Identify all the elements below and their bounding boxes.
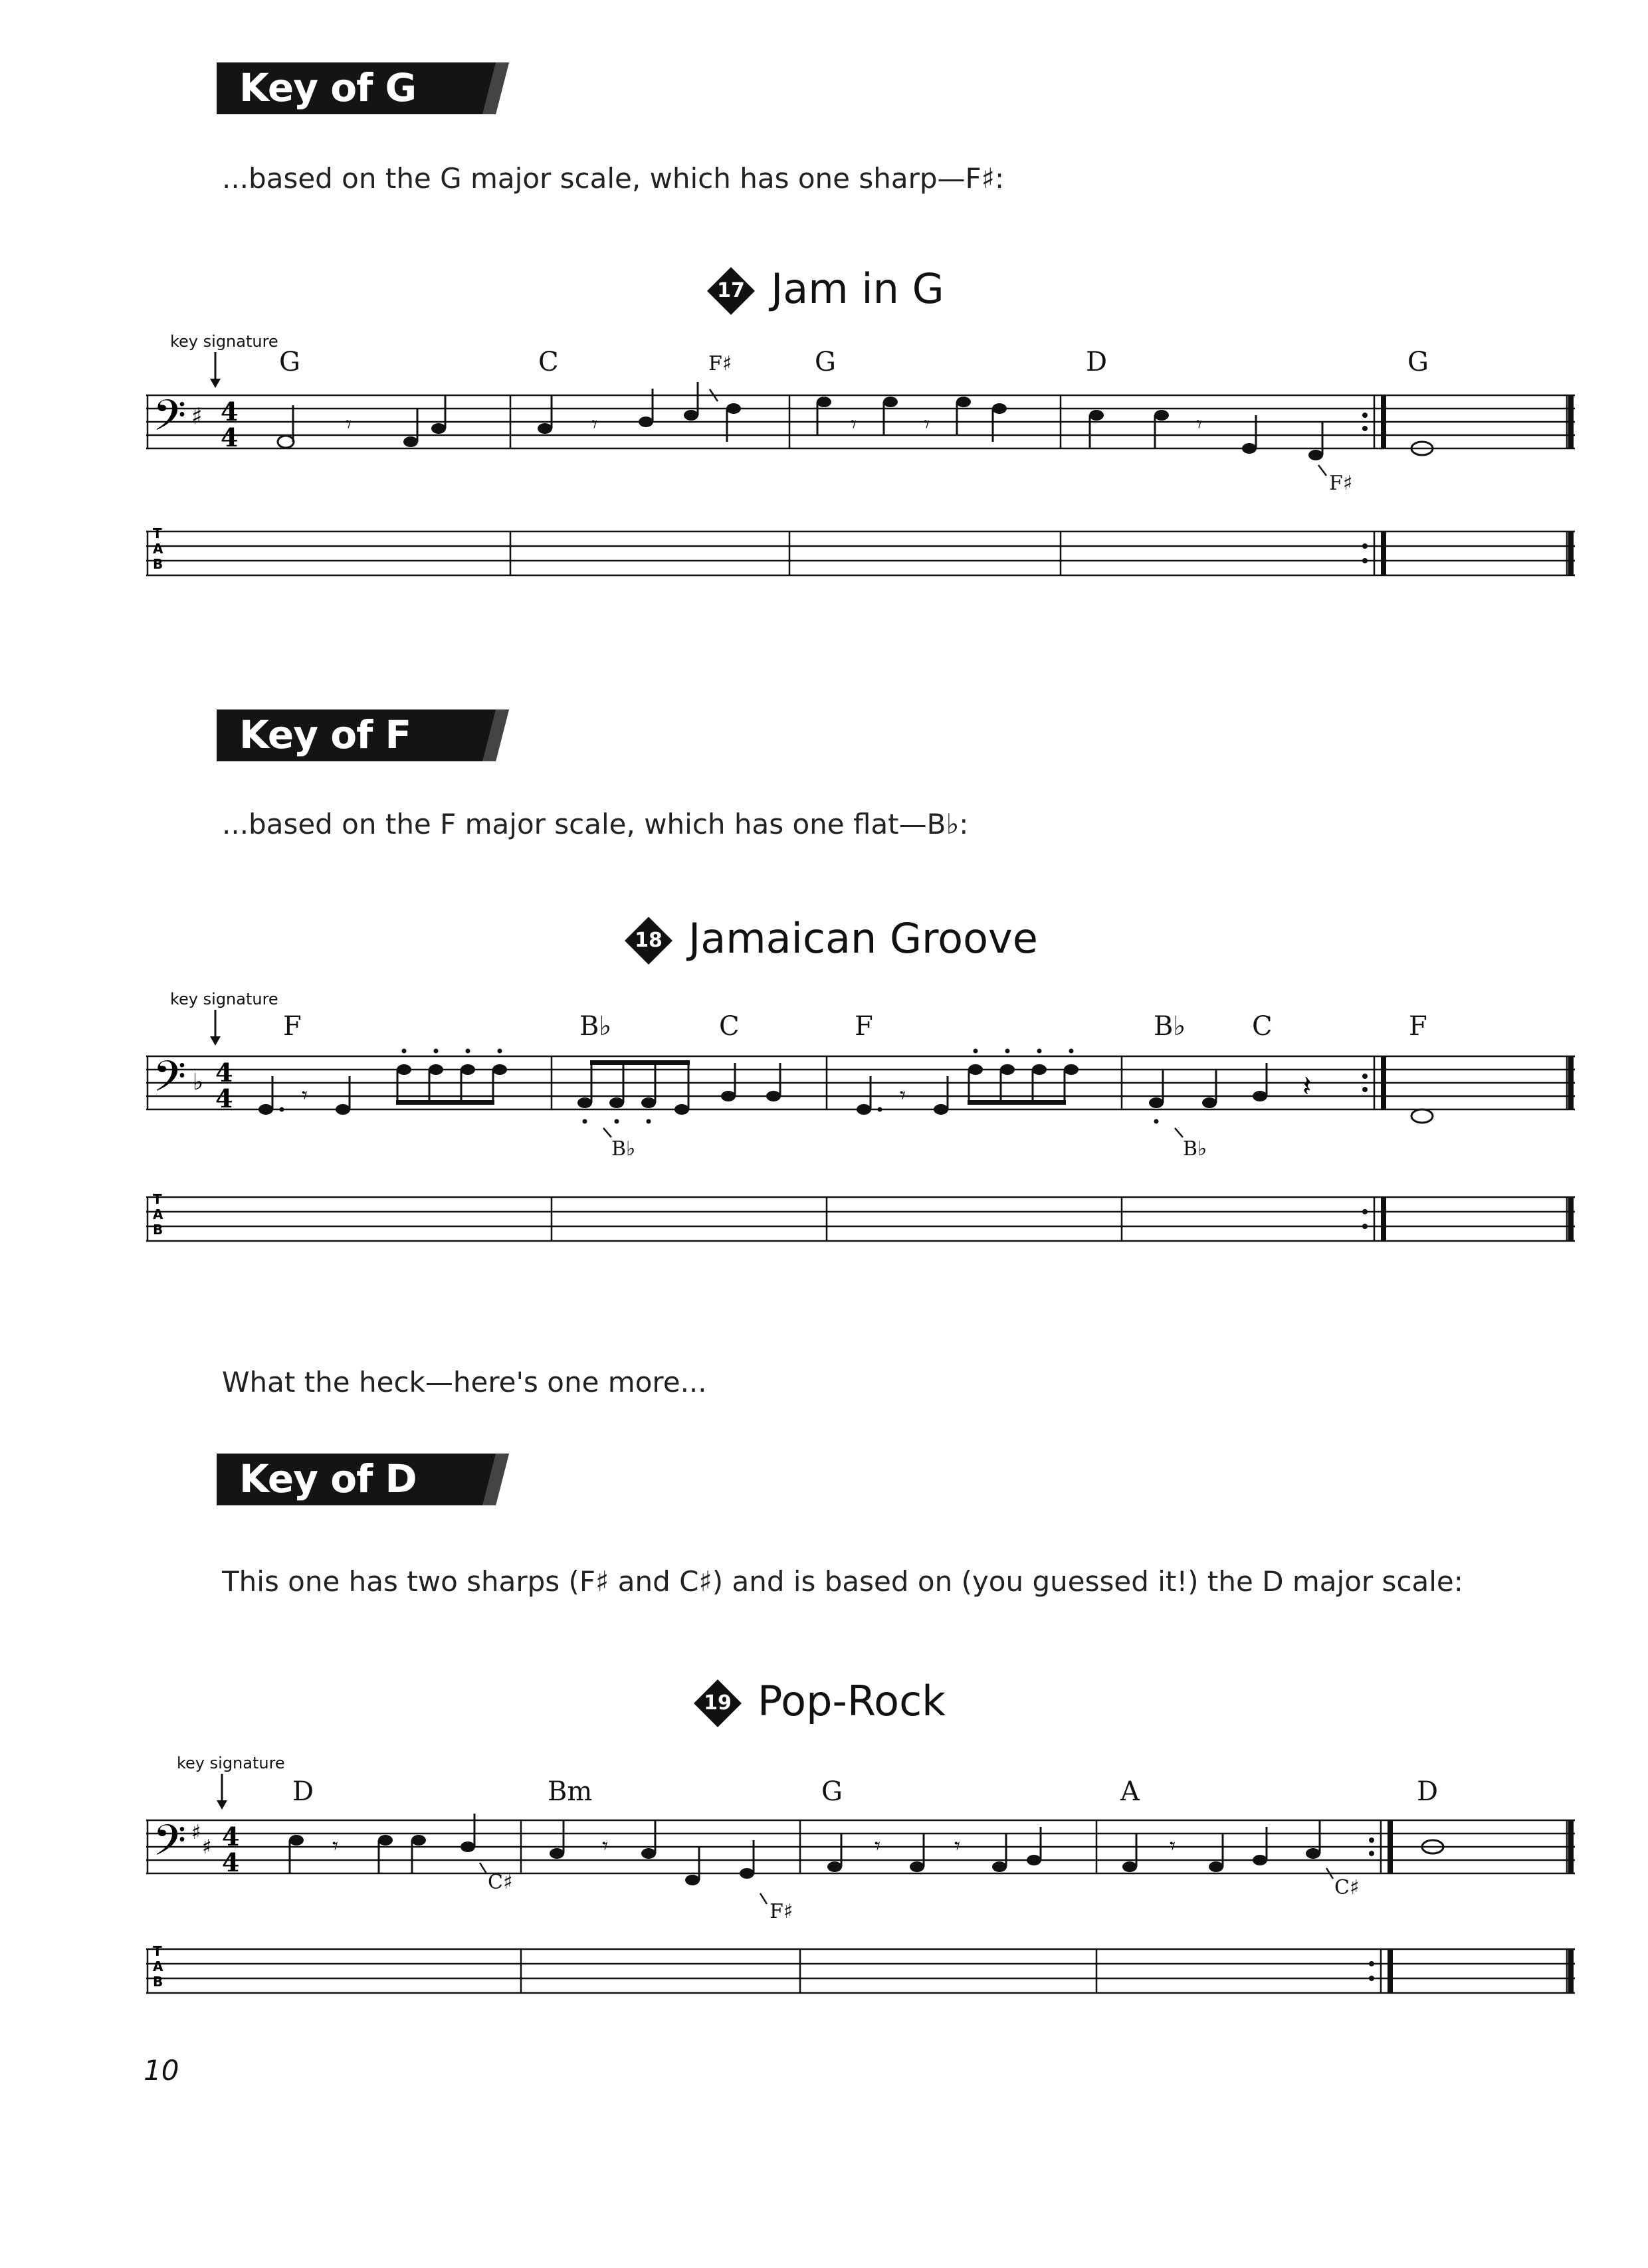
chord-symbol: F <box>1409 1011 1427 1042</box>
svg-text:♯: ♯ <box>191 403 203 430</box>
track-number-badge: 17 <box>707 267 755 315</box>
svg-text:𝄢: 𝄢 <box>153 1816 187 1876</box>
note-annotation: B♭ <box>1183 1137 1207 1161</box>
svg-text:♭: ♭ <box>193 1069 204 1095</box>
svg-text:4: 4 <box>215 1058 233 1087</box>
chord-symbol: F <box>283 1011 302 1042</box>
key-of-d-intro: This one has two sharps (F♯ and C♯) and is based on (you guessed it!) the D major scale: <box>222 1565 1463 1598</box>
svg-text:T: T <box>153 1943 162 1959</box>
note-annotation: C♯ <box>1334 1876 1360 1899</box>
interlude-text: What the heck—here's one more... <box>222 1366 707 1398</box>
note-annotation: B♭ <box>611 1137 636 1161</box>
key-of-f-banner: Key of F <box>217 708 502 775</box>
note-annotation: F♯ <box>708 352 732 375</box>
svg-text:𝄢: 𝄢 <box>153 1052 187 1112</box>
svg-text:𝄾: 𝄾 <box>875 1833 881 1859</box>
chord-symbol: D <box>1417 1776 1439 1807</box>
svg-text:B: B <box>153 556 163 572</box>
svg-text:𝄾: 𝄾 <box>1170 1833 1176 1859</box>
svg-text:B: B <box>153 1974 163 1990</box>
svg-text:4: 4 <box>215 1084 233 1113</box>
svg-text:A: A <box>153 1958 163 1974</box>
svg-text:𝄾: 𝄾 <box>851 411 857 438</box>
svg-text:T: T <box>153 525 162 541</box>
svg-text:♯: ♯ <box>202 1836 212 1859</box>
svg-text:𝄾: 𝄾 <box>900 1082 906 1109</box>
svg-text:4: 4 <box>222 1822 240 1851</box>
key-signature-label: key signature <box>170 990 278 1008</box>
music-notation-jam-in-g <box>146 332 1575 598</box>
svg-text:4: 4 <box>222 1847 240 1877</box>
svg-text:T: T <box>153 1191 162 1207</box>
svg-text:𝄾: 𝄾 <box>954 1833 961 1859</box>
chord-symbol: G <box>279 347 300 377</box>
svg-text:B: B <box>153 1222 163 1238</box>
svg-text:♯: ♯ <box>191 1821 201 1844</box>
chord-symbol: D <box>1086 347 1108 377</box>
key-of-g-intro: ...based on the G major scale, which has one sharp—F♯: <box>222 162 1005 195</box>
page-number: 10 <box>144 2054 179 2087</box>
key-signature-label: key signature <box>177 1754 285 1772</box>
chord-symbol: G <box>821 1776 843 1807</box>
svg-text:𝄾: 𝄾 <box>1196 411 1203 438</box>
svg-text:𝄾: 𝄾 <box>924 411 930 438</box>
chord-symbol: B♭ <box>1154 1011 1186 1042</box>
key-of-d-banner: Key of D <box>217 1452 502 1519</box>
note-annotation: F♯ <box>770 1900 793 1923</box>
chord-symbol: A <box>1120 1776 1140 1807</box>
svg-text:A: A <box>153 541 163 557</box>
key-signature-label: key signature <box>170 332 278 351</box>
chord-symbol: Bm <box>548 1776 593 1807</box>
chord-symbol: B♭ <box>579 1011 612 1042</box>
svg-text:𝄾: 𝄾 <box>346 411 352 438</box>
svg-text:4: 4 <box>221 423 239 452</box>
chord-symbol: F <box>855 1011 873 1042</box>
chord-symbol: G <box>1407 347 1429 377</box>
track-number-badge: 19 <box>694 1679 742 1727</box>
staff-jam-in-g <box>146 332 1575 598</box>
key-of-g-banner: Key of G <box>217 61 502 128</box>
staff-pop-rock <box>146 1754 1575 2020</box>
svg-text:A: A <box>153 1206 163 1222</box>
svg-text:𝄾: 𝄾 <box>332 1833 339 1859</box>
chord-symbol: C <box>1252 1011 1273 1042</box>
svg-text:4: 4 <box>221 397 239 426</box>
chord-symbol: D <box>292 1776 314 1807</box>
key-of-f-intro: ...based on the F major scale, which has one flat—B♭: <box>222 808 969 840</box>
chord-symbol: G <box>815 347 836 377</box>
note-annotation: C♯ <box>488 1871 513 1894</box>
track-number-badge: 18 <box>625 917 672 965</box>
svg-text:𝄽: 𝄽 <box>1302 1070 1312 1103</box>
svg-text:𝄾: 𝄾 <box>302 1082 308 1109</box>
svg-text:𝄾: 𝄾 <box>591 411 598 438</box>
chord-symbol: C <box>719 1011 740 1042</box>
chord-symbol: C <box>538 347 559 377</box>
music-notation-pop-rock <box>146 1754 1575 2020</box>
svg-text:𝄢: 𝄢 <box>153 391 187 451</box>
staff-jamaican-groove <box>146 990 1575 1269</box>
svg-text:𝄾: 𝄾 <box>602 1833 609 1859</box>
note-annotation: F♯ <box>1329 472 1353 495</box>
